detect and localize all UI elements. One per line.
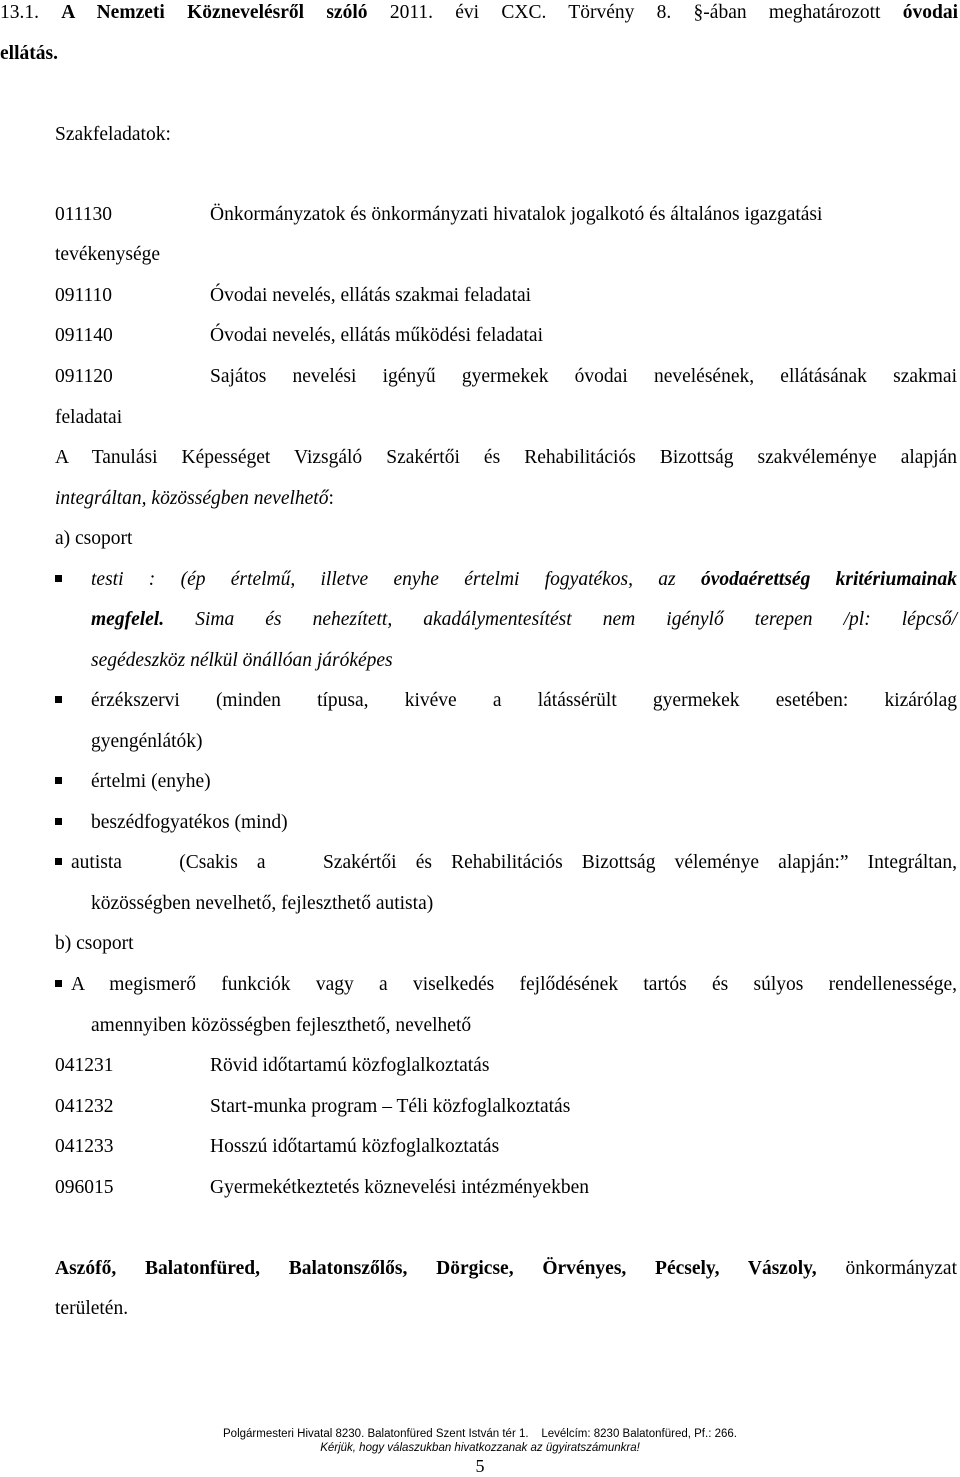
bullet-icon <box>55 858 62 865</box>
municipalities-normal: önkormányzat <box>845 1258 957 1279</box>
autista-line2: közösségben nevelhető, fejleszthető autista) <box>91 893 434 914</box>
heading-line2: ellátás. <box>0 43 58 64</box>
task-desc: Óvodai nevelés, ellátás szakmai feladatai <box>210 285 532 306</box>
task-code: 091120 <box>55 366 113 387</box>
task-desc: Start-munka program – Téli közfoglalkoztatás <box>210 1096 571 1117</box>
heading-number: 13.1. <box>0 2 39 23</box>
szakfeladatok-label: Szakfeladatok: <box>55 124 171 145</box>
task-row <box>55 275 957 316</box>
testi-line3-italic: segédeszköz nélkül önállóan járóképes <box>91 650 393 671</box>
committee-text-line2 <box>55 478 957 519</box>
task-row <box>55 1045 957 1086</box>
municipalities-line2: területén. <box>55 1298 129 1319</box>
integrated-italic: integráltan, közösségben nevelhető <box>55 488 329 509</box>
testi-line1 <box>91 559 957 600</box>
task-row <box>55 1086 957 1127</box>
task-desc: Hosszú időtartamú közfoglalkoztatás <box>210 1136 500 1157</box>
erzekszervi-line1: érzékszervi (minden típusa, kivéve a látássérült gyermekek esetében: kizárólag <box>91 690 957 711</box>
group-b-label: b) csoport <box>55 933 134 954</box>
testi-line2 <box>91 599 957 640</box>
heading-bold-end: óvodai <box>902 2 958 23</box>
group-b-line2: amennyiben közösségben fejleszthető, nevelhető <box>91 1015 472 1036</box>
footer-note: Kérjük, hogy válaszukban hivatkozzanak az ügyiratszámunkra! <box>320 1442 640 1454</box>
task-desc: Önkormányzatok és önkormányzati hivatalok jogalkotó és általános igazgatási <box>210 204 823 225</box>
task-row <box>55 194 957 235</box>
autista-line1: autista (Csakis a Szakértői és Rehabilitációs Bizottság véleménye alapján:” Integráltan, <box>71 852 957 873</box>
task-desc: Gyermekétkeztetés köznevelési intézményekben <box>210 1177 589 1198</box>
testi-line2-italic: Sima és nehezített, akadálymentesítést nem igénylő terepen /pl: lépcső/ <box>195 609 958 630</box>
task-cont: tevékenysége <box>55 244 161 265</box>
footer-address: Polgármesteri Hivatal 8230. Balatonfüred Szent István tér 1. Levélcím: 8230 Balatonfüred, Pf.: 266. <box>223 1428 737 1440</box>
section-heading <box>0 0 958 33</box>
task-row <box>55 1126 957 1167</box>
task-row <box>55 356 957 397</box>
ertelmi-item: értelmi (enyhe) <box>91 771 211 792</box>
bullet-icon <box>55 980 62 987</box>
municipalities-line1 <box>55 1248 957 1289</box>
task-code: 091110 <box>55 285 113 306</box>
task-code: 041233 <box>55 1136 114 1157</box>
beszed-item: beszédfogyatékos (mind) <box>91 812 288 833</box>
task-cont: feladatai <box>55 407 123 428</box>
task-desc: Sajátos nevelési igényű gyermekek óvodai nevelésének, ellátásának szakmai <box>210 366 957 387</box>
task-code: 041232 <box>55 1096 114 1117</box>
task-code: 041231 <box>55 1055 114 1076</box>
bullet-icon <box>55 818 62 825</box>
task-row <box>55 315 957 356</box>
task-code: 091140 <box>55 325 113 346</box>
municipalities-bold: Aszófő, Balatonfüred, Balatonszőlős, Dörgicse, Örvényes, Pécsely, Vászoly, <box>55 1258 817 1279</box>
erzekszervi-line2: gyengénlátók) <box>91 731 203 752</box>
task-desc: Rövid időtartamú közfoglalkoztatás <box>210 1055 490 1076</box>
megfelel-bold: megfelel. <box>91 609 165 630</box>
page-number: 5 <box>475 1456 485 1476</box>
testi-line3 <box>91 640 957 681</box>
task-code: 096015 <box>55 1177 114 1198</box>
heading-bold-part: A Nemzeti Köznevelésről szóló <box>61 2 368 23</box>
colon: : <box>328 488 334 509</box>
group-b-line1: A megismerő funkciók vagy a viselkedés fejlődésének tartós és súlyos rendellenessége, <box>71 974 957 995</box>
task-row <box>55 1167 957 1208</box>
committee-text: A Tanulási Képességet Vizsgáló Szakértői és Rehabilitációs Bizottság szakvéleménye alapján <box>55 447 957 468</box>
testi-bold: óvodaérettség kritériumainak <box>700 569 957 590</box>
bullet-icon <box>55 777 62 784</box>
task-desc: Óvodai nevelés, ellátás működési feladatai <box>210 325 544 346</box>
group-a-label: a) csoport <box>55 528 133 549</box>
task-code: 011130 <box>55 204 113 225</box>
testi-italic: testi : (ép értelmű, illetve enyhe értelmi fogyatékos, az <box>91 569 676 590</box>
heading-middle: 2011. évi CXC. Törvény 8. §-ában meghatározott <box>389 2 881 23</box>
bullet-icon <box>55 696 62 703</box>
bullet-icon <box>55 575 62 582</box>
